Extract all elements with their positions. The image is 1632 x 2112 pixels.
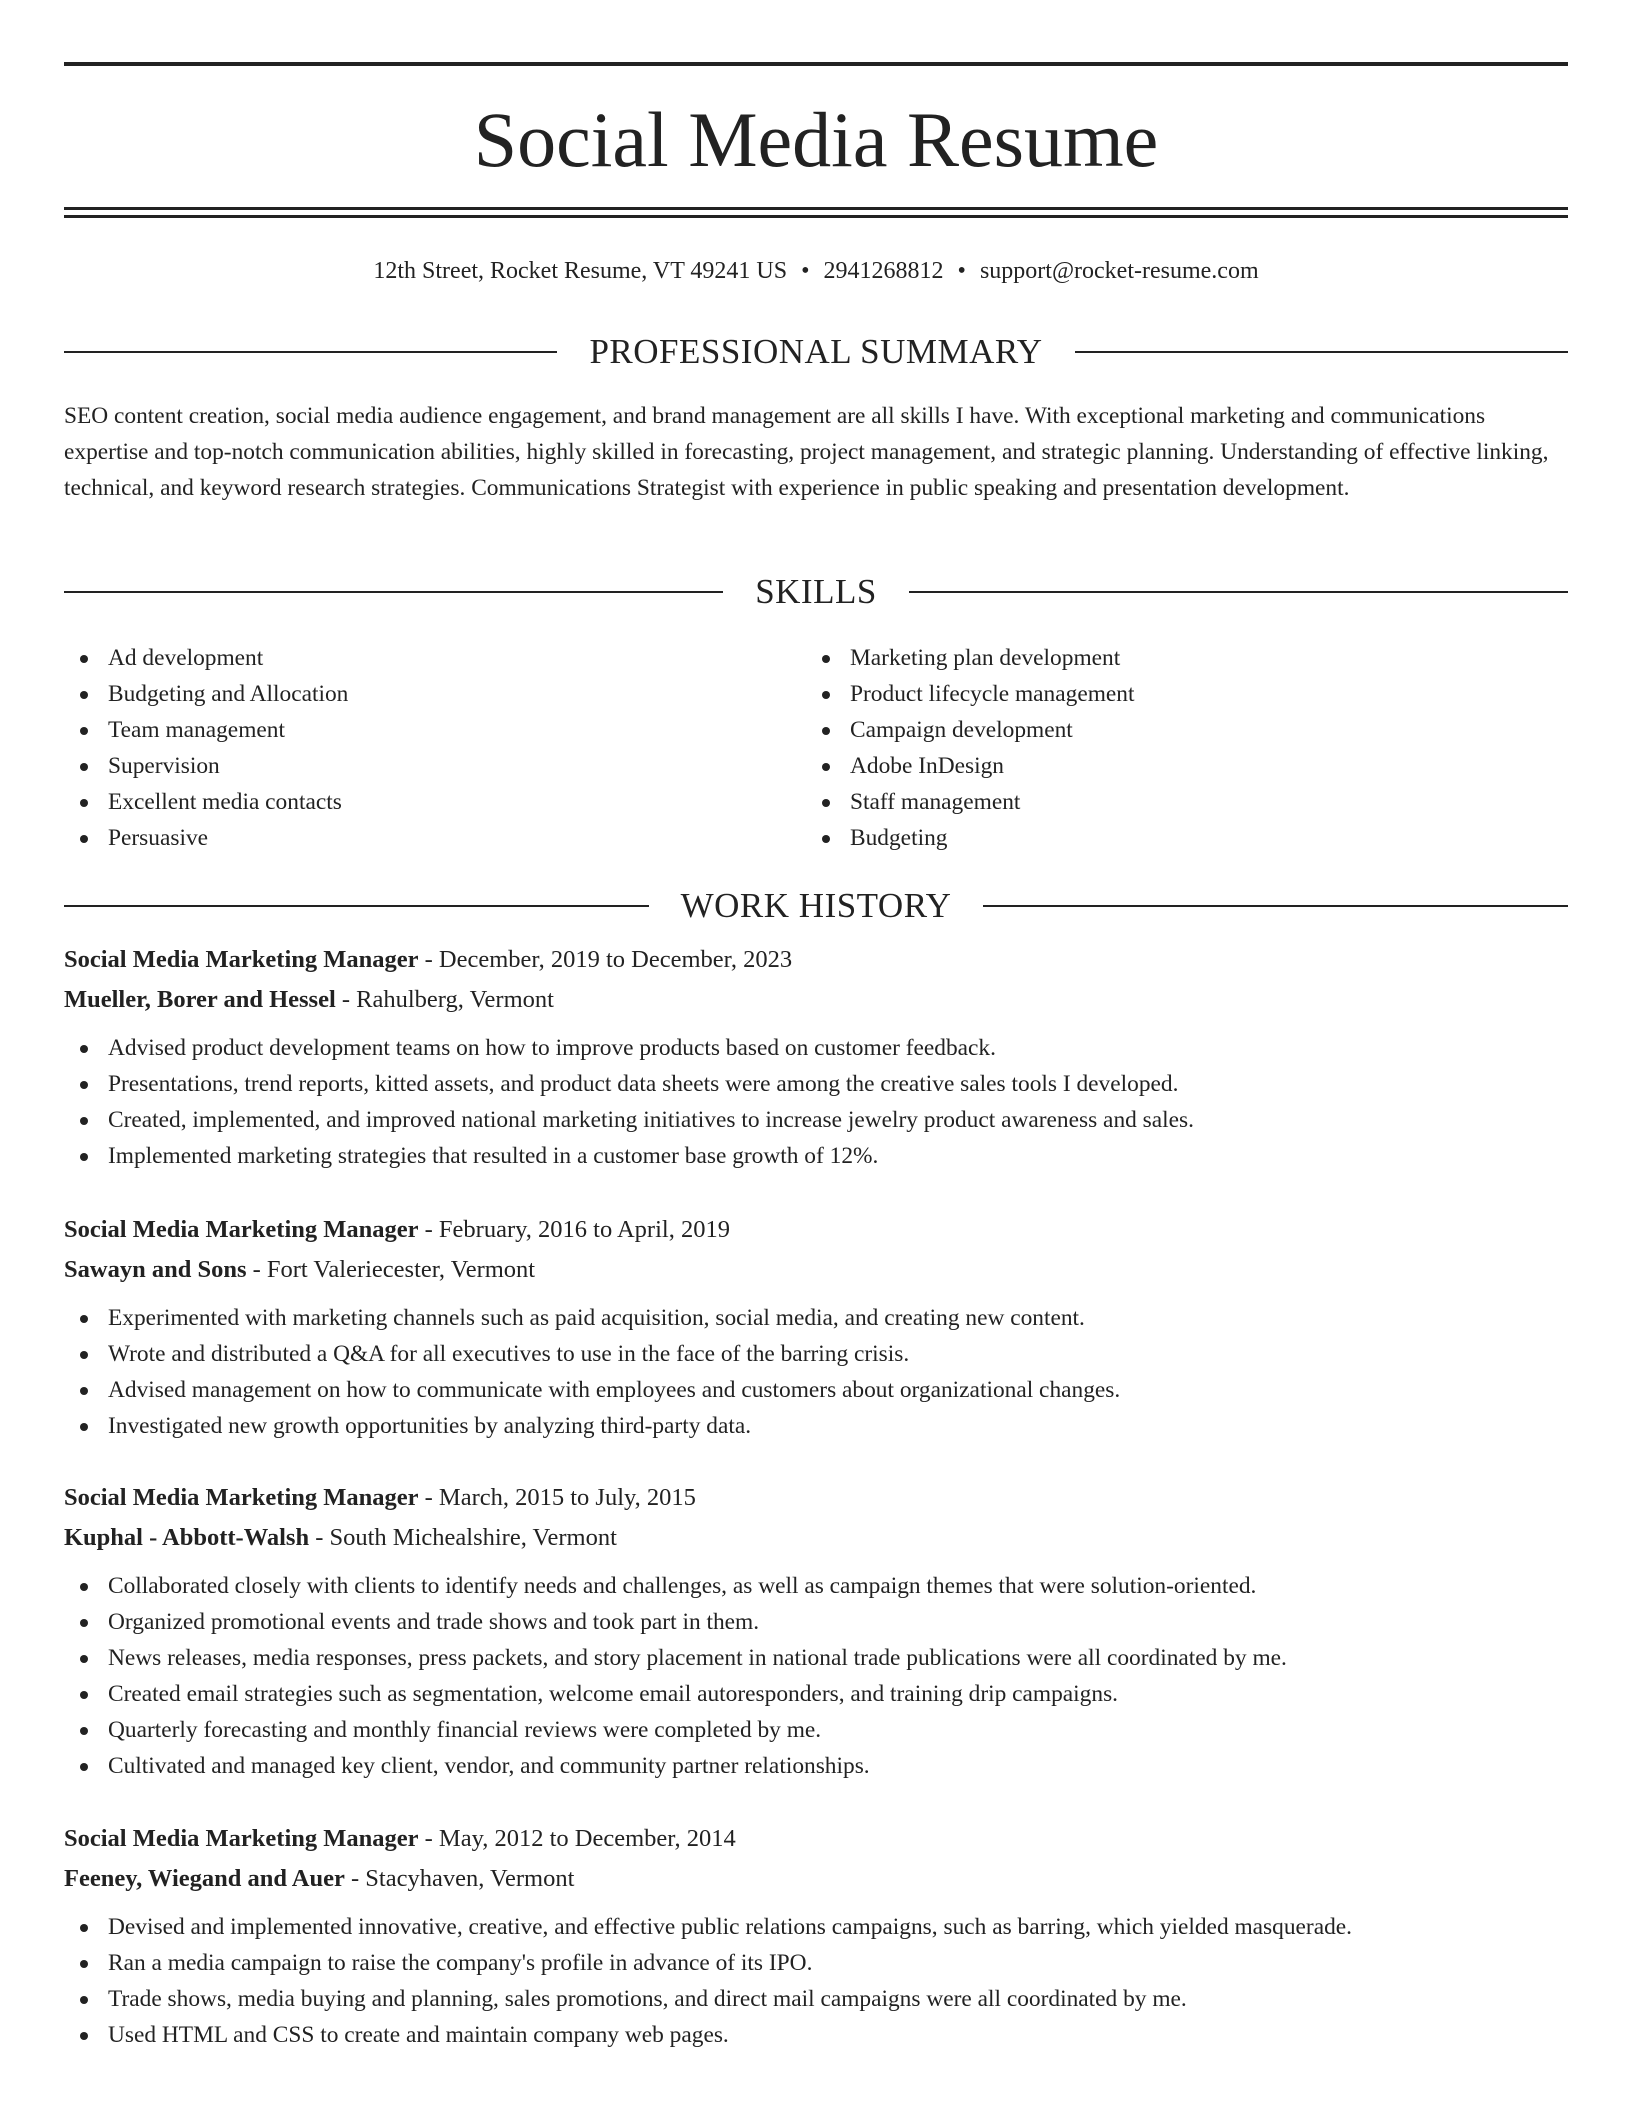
job-title: Social Media Marketing Manager [64,1484,419,1511]
job-location: - Stacyhaven, Vermont [344,1865,575,1892]
job-bullet: Used HTML and CSS to create and maintain company web pages. [64,2017,1568,2053]
top-rule [64,62,1568,66]
job-bullets [64,1300,1568,1444]
job-bullet: Created, implemented, and improved national marketing initiatives to increase jewelry product awareness and sales. [64,1102,1568,1138]
job-entry [64,1478,1568,1784]
job-entry [64,1210,1568,1444]
job-company: Mueller, Borer and Hessel [64,986,336,1013]
job-bullet: Wrote and distributed a Q&A for all executives to use in the face of the barring crisis. [64,1336,1568,1372]
resume-title: Social Media Resume [473,96,1159,183]
title-rule-upper [64,207,1568,210]
job-bullet: Trade shows, media buying and planning, sales promotions, and direct mail campaigns were all coordinated by me. [64,1981,1568,2017]
job-dates: - March, 2015 to July, 2015 [418,1484,696,1511]
contact-separator: • [801,258,810,284]
job-title-line [64,1478,1568,1518]
heading-rule-right [983,905,1568,907]
job-location: - Fort Valeriecester, Vermont [246,1256,536,1283]
skill-item: Campaign development [806,712,1548,748]
job-dates: - May, 2012 to December, 2014 [418,1825,736,1852]
skill-item: Persuasive [64,820,806,856]
job-location: - South Michealshire, Vermont [309,1524,617,1551]
job-bullet: Quarterly forecasting and monthly financial reviews were completed by me. [64,1712,1568,1748]
skill-item: Budgeting [806,820,1548,856]
job-bullet: Organized promotional events and trade shows and took part in them. [64,1604,1568,1640]
job-company: Feeney, Wiegand and Auer [64,1865,345,1892]
skill-item: Budgeting and Allocation [64,676,806,712]
job-title: Social Media Marketing Manager [64,946,419,973]
job-bullets [64,1909,1568,2053]
job-bullet: Ran a media campaign to raise the company's profile in advance of its IPO. [64,1945,1568,1981]
skills-heading-label: SKILLS [755,572,877,611]
work-heading-label: WORK HISTORY [680,886,952,925]
heading-rule-left [64,591,723,593]
contact-email: support@rocket-resume.com [979,258,1259,284]
job-location: - Rahulberg, Vermont [335,986,554,1013]
heading-rule-right [1075,351,1568,353]
job-company-line [64,1859,1568,1899]
skill-item: Staff management [806,784,1548,820]
skill-item: Excellent media contacts [64,784,806,820]
job-title: Social Media Marketing Manager [64,1216,419,1243]
heading-rule-right [909,591,1568,593]
heading-rule-left [64,351,557,353]
job-title-line [64,1210,1568,1250]
heading-rule-left [64,905,649,907]
job-bullet: Advised management on how to communicate with employees and customers about organizational changes. [64,1372,1568,1408]
job-bullet: Devised and implemented innovative, creative, and effective public relations campaigns, such as barring, which yielded masquerade. [64,1909,1568,1945]
skill-item: Marketing plan development [806,640,1548,676]
job-title-line [64,940,1568,980]
job-title-line [64,1819,1568,1859]
job-bullet: News releases, media responses, press packets, and story placement in national trade publications were all coordinated by me. [64,1640,1568,1676]
job-company: Kuphal - Abbott-Walsh [64,1524,310,1551]
job-entry [64,940,1568,1174]
job-bullet: Collaborated closely with clients to identify needs and challenges, as well as campaign themes that were solution-oriented. [64,1568,1568,1604]
job-entry [64,1819,1568,2053]
skill-item: Adobe InDesign [806,748,1548,784]
skills-left-list [64,640,806,856]
job-bullet: Implemented marketing strategies that resulted in a customer base growth of 12%. [64,1138,1568,1174]
job-bullet: Advised product development teams on how to improve products based on customer feedback. [64,1030,1568,1066]
job-bullet: Experimented with marketing channels such as paid acquisition, social media, and creating new content. [64,1300,1568,1336]
job-company-line [64,1518,1568,1558]
skill-item: Ad development [64,640,806,676]
contact-separator: • [957,258,966,284]
job-dates: - February, 2016 to April, 2019 [418,1216,730,1243]
work-heading [64,884,1568,928]
job-bullet: Investigated new growth opportunities by analyzing third-party data. [64,1408,1568,1444]
skills-heading [64,570,1568,614]
summary-text: SEO content creation, social media audience engagement, and brand management are all skills I have. With exceptional marketing and communications expertise and top-notch communication abilities, highly skilled in forecasting, project management, and strategic planning. Understanding of effective linking, technical, and keyword research strategies. Communications Strategist with experience in public speaking and presentation development. [64,403,1549,501]
job-bullet: Presentations, trend reports, kitted assets, and product data sheets were among the creative sales tools I developed. [64,1066,1568,1102]
title-rule-lower [64,215,1568,218]
job-title: Social Media Marketing Manager [64,1825,419,1852]
skill-item: Team management [64,712,806,748]
job-bullet: Cultivated and managed key client, vendor, and community partner relationships. [64,1748,1568,1784]
job-bullet: Created email strategies such as segmentation, welcome email autoresponders, and training drip campaigns. [64,1676,1568,1712]
job-bullets [64,1568,1568,1784]
skills-columns [64,640,1568,856]
summary-heading-label: PROFESSIONAL SUMMARY [589,332,1043,371]
job-company: Sawayn and Sons [64,1256,247,1283]
contact-phone: 2941268812 [823,258,944,284]
job-company-line [64,1250,1568,1290]
job-dates: - December, 2019 to December, 2023 [418,946,793,973]
contact-line [64,254,1568,288]
skills-right-list [806,640,1548,856]
skill-item: Supervision [64,748,806,784]
contact-address: 12th Street, Rocket Resume, VT 49241 US [373,258,788,284]
skill-item: Product lifecycle management [806,676,1548,712]
job-bullets [64,1030,1568,1174]
job-company-line [64,980,1568,1020]
summary-heading [64,330,1568,374]
